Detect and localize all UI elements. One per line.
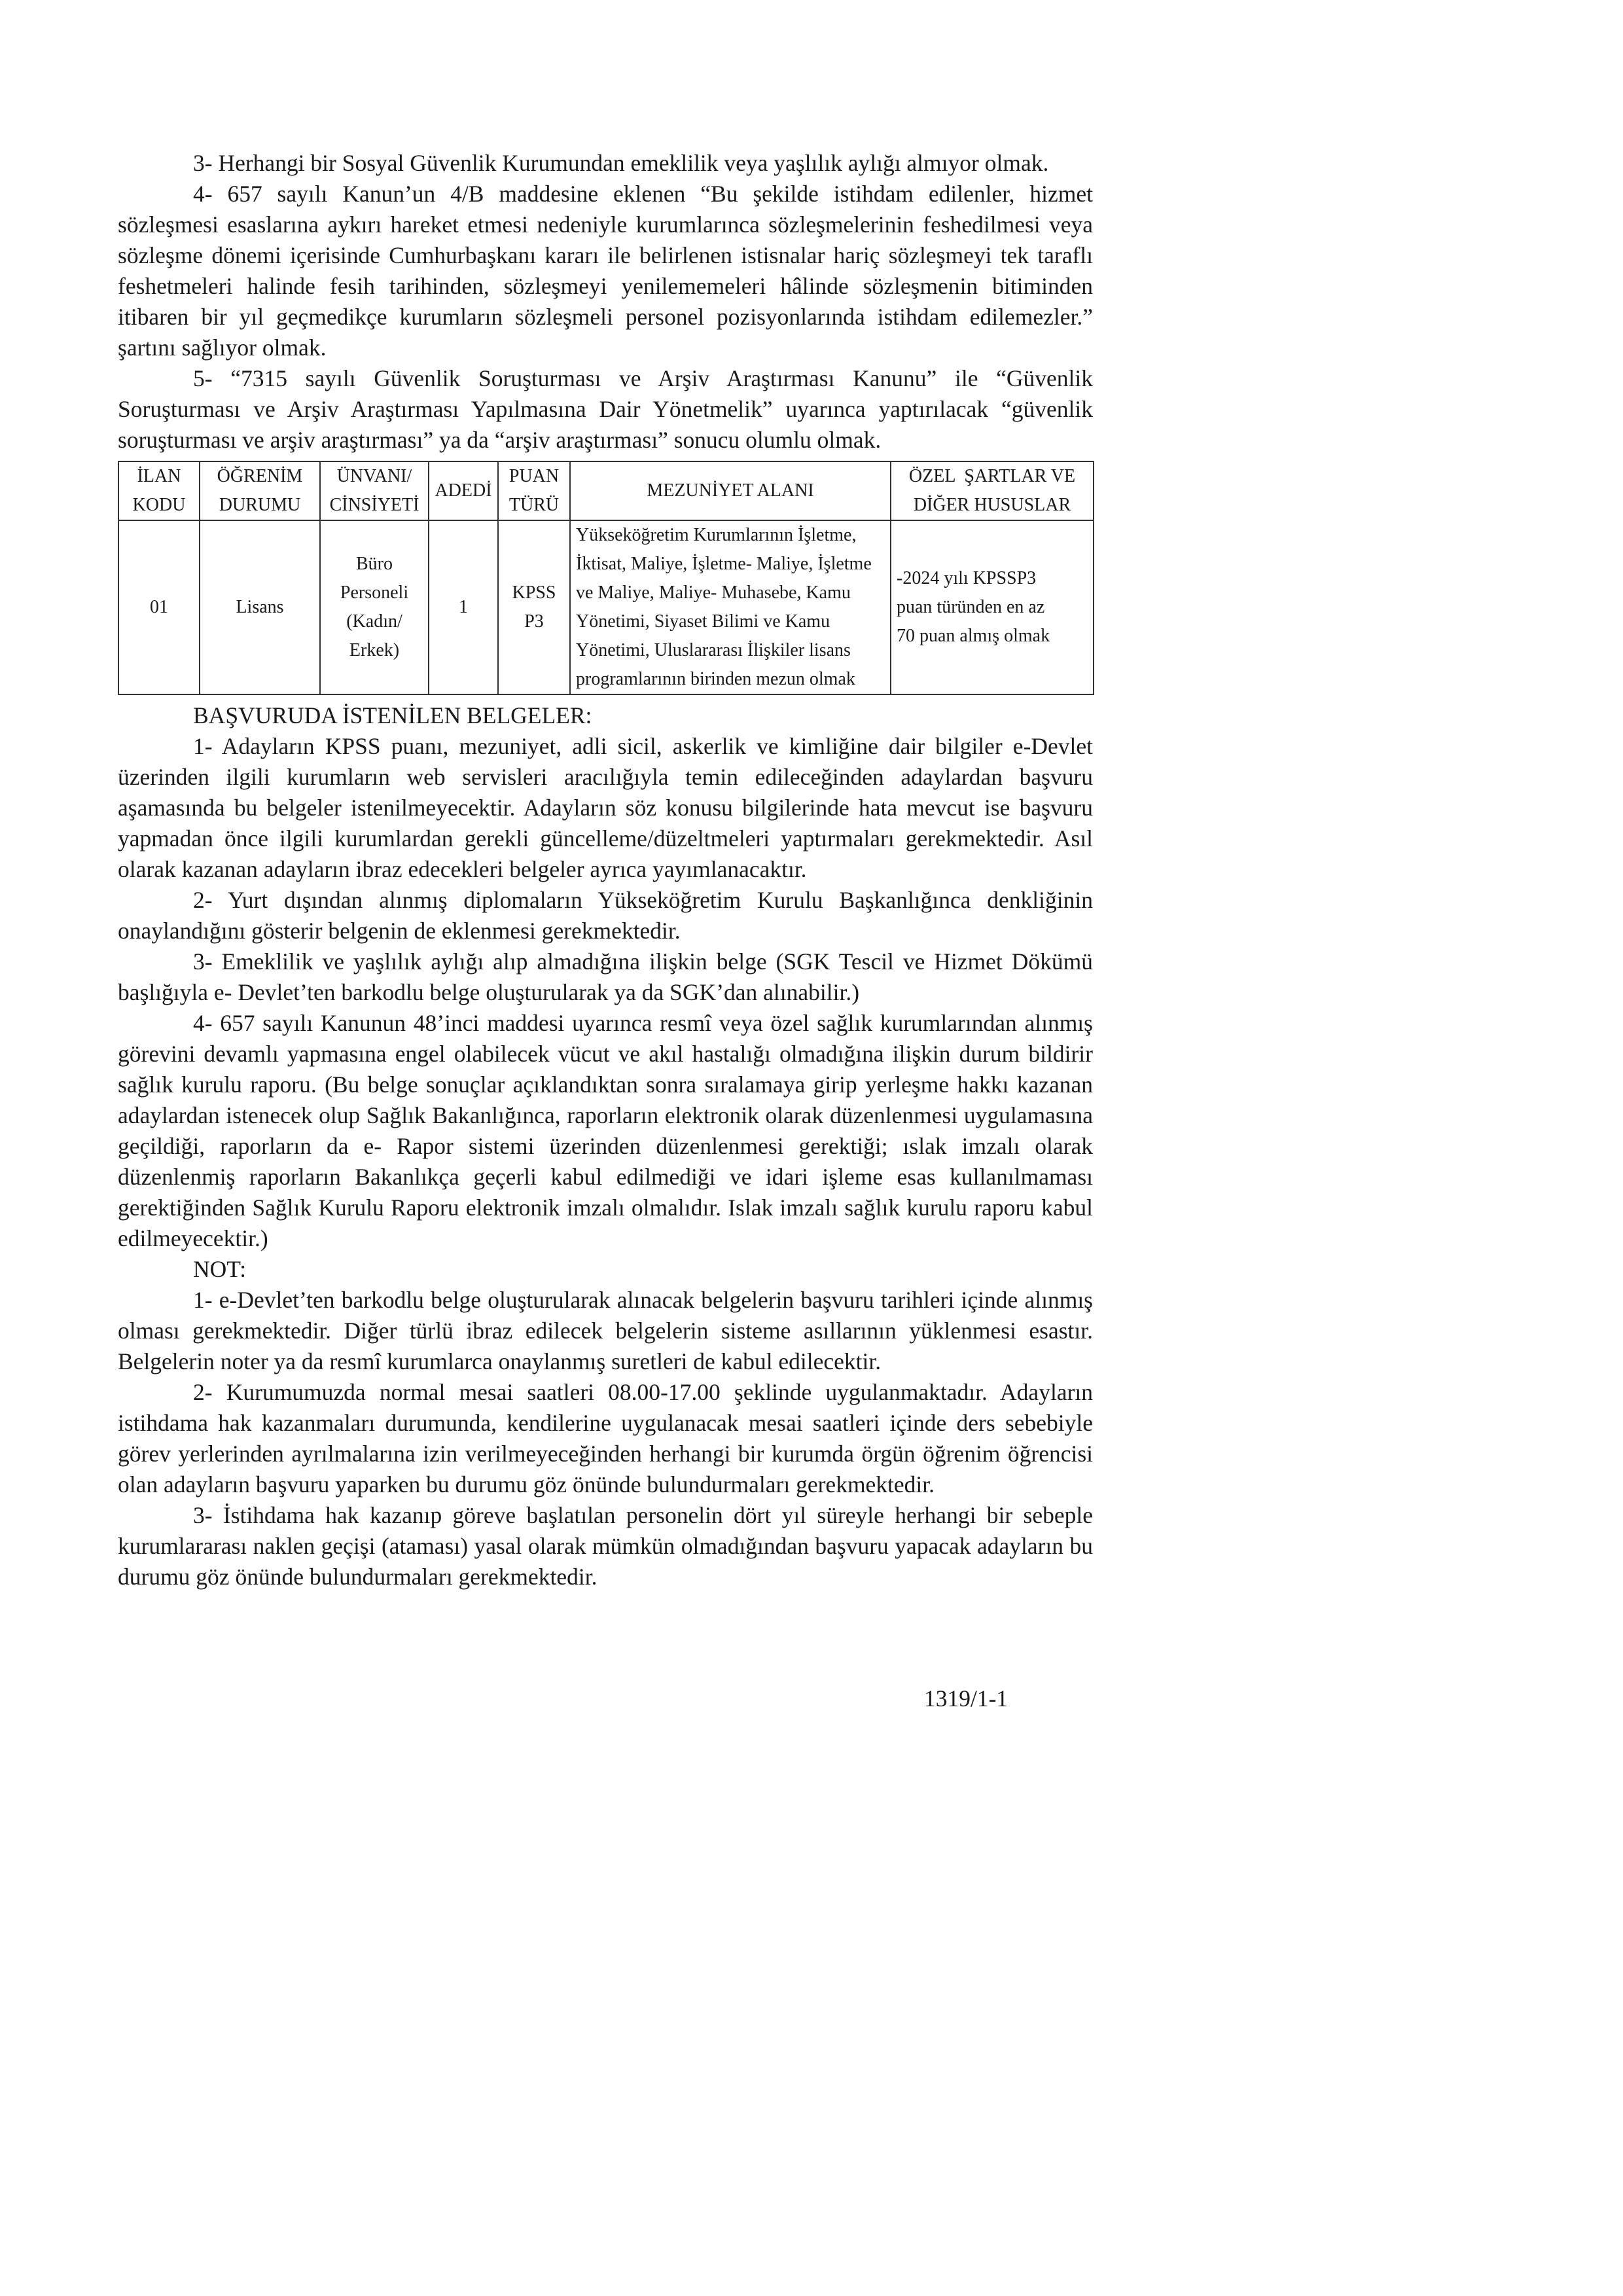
page-number: 1319/1-1 (924, 1685, 1008, 1712)
header-mezuniyet-alani: MEZUNİYET ALANI (570, 461, 891, 520)
belge-item-3: 3- Emeklilik ve yaşlılık aylığı alıp almadığına ilişkin belge (SGK Tescil ve Hizmet Dökümü başlığıyla e- Devlet’ten barkodlu belge oluşturularak ya da SGK’dan alınabilir.) (118, 948, 1093, 1005)
requirement-3: 3- Herhangi bir Sosyal Güvenlik Kurumundan emeklilik veya yaşlılık aylığı almıyor olmak. (193, 150, 1049, 176)
belge-item-2: 2- Yurt dışından alınmış diplomaların Yükseköğretim Kurulu Başkanlığınca denkliğinin onaylandığını gösterir belgenin de eklenmesi gerekmektedir. (118, 887, 1093, 944)
belge-item-4: 4- 657 sayılı Kanunun 48’inci maddesi uyarınca resmî veya özel sağlık kurumlarından alınmış görevini devamlı yapmasına engel olabilecek vücut ve akıl hastalığı olmadığına ilişkin durum bildirir sağlık kurulu raporu. (Bu belge sonuçlar açıklandıktan sonra sıralamaya girip yerleşme hakkı kazanan adaylardan istenecek olup Sağlık Bakanlığınca, raporların elektronik olarak düzenlenmesi uygulamasına geçildiği, raporların da e- Rapor sistemi üzerinden düzenlenmesi gerektiği; ıslak imzalı olarak düzenlenmiş raporların Bakanlıkça geçerli kabul edilmediği ve idari işleme esas kullanılmaması gerektiğinden Sağlık Kurulu Raporu elektronik imzalı olmalıdır. Islak imzalı sağlık kurulu raporu kabul edilmeyecektir.) (118, 1010, 1093, 1251)
cell-mezuniyet-alani: Yükseköğretim Kurumlarının İşletme, İktisat, Maliye, İşletme- Maliye, İşletme ve Maliye, Maliye- Muhasebe, Kamu Yönetimi, Siyaset Bilimi ve Kamu Yönetimi, Uluslararası İlişkiler lisans programlarının birinden mezun olmak (570, 520, 891, 694)
not-item-2: 2- Kurumumuzda normal mesai saatleri 08.00-17.00 şeklinde uygulanmaktadır. Adayların istihdama hak kazanmaları durumunda, kendilerine uygulanacak mesai saatleri içinde ders sebebiyle görev yerlerinden ayrılmalarına izin verilmeyeceğinden herhangi bir kurumda örgün öğrenim öğrencisi olan adayların başvuru yaparken bu durumu göz önünde bulundurmaları gerekmektedir. (118, 1379, 1093, 1498)
header-adedi: ADEDİ (429, 461, 498, 520)
header-ogrenim-durumu: ÖĞRENİM DURUMU (200, 461, 320, 520)
requirement-5: 5- “7315 sayılı Güvenlik Soruşturması ve Arşiv Araştırması Kanunu” ile “Güvenlik Soruşturması ve Arşiv Araştırması Yapılmasına Dair Yönetmelik” uyarınca yaptırılacak “güvenlik soruşturması ve arşiv araştırması” ya da “arşiv araştırması” sonucu olumlu olmak. (118, 365, 1093, 453)
cell-adedi: 1 (429, 520, 498, 694)
position-table (118, 461, 1094, 695)
header-ozel-sartlar: ÖZEL ŞARTLAR VE DİĞER HUSUSLAR (891, 461, 1094, 520)
not-item-3: 3- İstihdama hak kazanıp göreve başlatılan personelin dört yıl süreyle herhangi bir sebeple kurumlararası naklen geçişi (ataması) yasal olarak mümkün olmadığından başvuru yapacak adayların bu durumu göz önünde bulundurmaları gerekmektedir. (118, 1502, 1093, 1590)
cell-ozel-sartlar: -2024 yılı KPSSP3 puan türünden en az 70 puan almış olmak (891, 520, 1094, 694)
cell-unvan: Büro Personeli (Kadın/ Erkek) (320, 520, 429, 694)
header-ilan-kodu: İLAN KODU (118, 461, 200, 520)
not-heading: NOT: (193, 1256, 247, 1282)
cell-puan-turu: KPSS P3 (498, 520, 570, 694)
document-body (118, 148, 1093, 1592)
not-item-1: 1- e-Devlet’ten barkodlu belge oluşturularak alınacak belgelerin başvuru tarihleri içinde alınmış olması gerekmektedir. Diğer türlü ibraz edilecek belgelerin sisteme asıllarının yüklenmesi esastır. Belgelerin noter ya da resmî kurumlarca onaylanmış suretleri de kabul edilecektir. (118, 1287, 1093, 1374)
table-row (118, 520, 1094, 694)
cell-ogrenim: Lisans (200, 520, 320, 694)
header-puan-turu: PUAN TÜRÜ (498, 461, 570, 520)
belgeler-heading: BAŞVURUDA İSTENİLEN BELGELER: (193, 702, 592, 728)
belge-item-1: 1- Adayların KPSS puanı, mezuniyet, adli sicil, askerlik ve kimliğine dair bilgiler e-Devlet üzerinden ilgili kurumların web servisleri aracılığıyla temin edileceğinden adaylardan başvuru aşamasında bu belgeler istenilmeyecektir. Adayların söz konusu bilgilerinde hata mevcut ise başvuru yapmadan önce ilgili kurumlardan gerekli güncelleme/düzeltmeleri yaptırmaları gerekmektedir. Asıl olarak kazanan adayların ibraz edecekleri belgeler ayrıca yayımlanacaktır. (118, 733, 1093, 882)
header-unvan-cinsiyet: ÜNVANI/ CİNSİYETİ (320, 461, 429, 520)
table-header-row (118, 461, 1094, 520)
cell-ilan-kodu: 01 (118, 520, 200, 694)
requirement-4: 4- 657 sayılı Kanun’un 4/B maddesine eklenen “Bu şekilde istihdam edilenler, hizmet sözleşmesi esaslarına aykırı hareket etmesi nedeniyle kurumlarınca sözleşmelerinin feshedilmesi veya sözleşme dönemi içerisinde Cumhurbaşkanı kararı ile belirlenen istisnalar hariç sözleşmeyi tek taraflı feshetmeleri halinde fesih tarihinden, sözleşmeyi yenilememeleri hâlinde sözleşmenin bitiminden itibaren bir yıl geçmedikçe kurumların sözleşmeli personel pozisyonlarında istihdam edilemezler.” şartını sağlıyor olmak. (118, 181, 1093, 361)
